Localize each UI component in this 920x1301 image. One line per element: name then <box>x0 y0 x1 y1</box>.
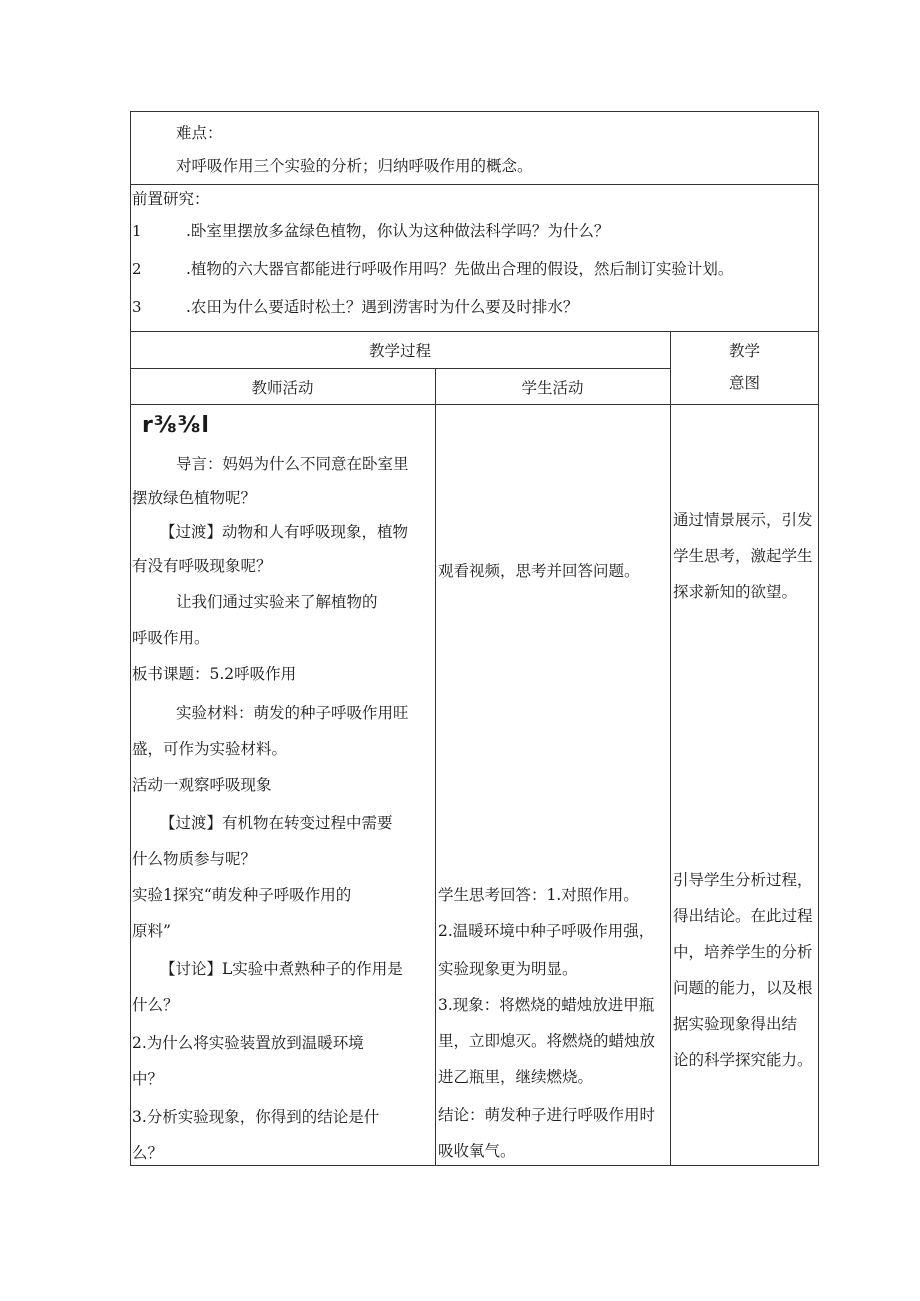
teacher-line: 导言：妈妈为什么不同意在卧室里 <box>176 455 409 473</box>
divider <box>130 184 819 185</box>
teacher-line: 呼吸作用。 <box>132 629 210 647</box>
teacher-line: 【过渡】有机物在转变过程中需要 <box>160 814 393 832</box>
divider <box>130 331 819 332</box>
intent-line: 通过情景展示，引发 <box>673 511 813 529</box>
pre-research-item: .植物的六大器官都能进行呼吸作用吗？先做出合理的假设，然后制订实验计划。 <box>186 260 734 278</box>
student-line: 里，立即熄灭。将燃烧的蜡烛放 <box>438 1032 656 1050</box>
teacher-line: 么？ <box>132 1144 164 1162</box>
intent-line: 引导学生分析过程， <box>673 871 813 889</box>
header-student-activity: 学生活动 <box>521 379 584 397</box>
header-teacher-activity: 教师活动 <box>251 379 314 397</box>
difficulty-label: 难点： <box>176 124 223 142</box>
student-line: 学生思考回答：1.对照作用。 <box>438 886 639 904</box>
header-teaching-intent-line2: 意图 <box>728 374 760 392</box>
teacher-line: 什么？ <box>132 996 179 1014</box>
teacher-line: 2.为什么将实验装置放到温暖环境 <box>132 1034 364 1052</box>
teacher-line: 摆放绿色植物呢？ <box>132 489 257 507</box>
student-line: 实验现象更为明显。 <box>438 960 578 978</box>
header-teaching-process: 教学过程 <box>368 342 431 360</box>
divider <box>130 404 819 405</box>
teacher-line: 盛，可作为实验材料。 <box>132 740 288 758</box>
pre-research-item: .卧室里摆放多盆绿色植物，你认为这种做法科学吗？为什么？ <box>186 222 610 240</box>
student-line: 吸收氧气。 <box>438 1142 516 1160</box>
intent-line: 学生思考，激起学生 <box>673 547 813 565</box>
teacher-line: 实验材料：萌发的种子呼吸作用旺 <box>176 704 409 722</box>
pre-research-num: 1 <box>132 222 142 240</box>
teacher-line: 什么物质参与呢？ <box>132 850 257 868</box>
teacher-line: 【过渡】动物和人有呼吸现象，植物 <box>160 523 409 541</box>
pre-research-title: 前置研究： <box>132 190 210 208</box>
garbled-heading: r⅜⅜l <box>142 413 210 438</box>
teacher-line: 让我们通过实验来了解植物的 <box>176 593 378 611</box>
pre-research-num: 3 <box>132 298 142 316</box>
pre-research-item: .农田为什么要适时松土？遇到涝害时为什么要及时排水？ <box>186 298 579 316</box>
student-line: 结论：萌发种子进行呼吸作用时 <box>438 1106 656 1124</box>
teacher-line: 活动一观察呼吸现象 <box>132 776 272 794</box>
intent-line: 论的科学探究能力。 <box>673 1051 813 1069</box>
student-line: 进乙瓶里，继续燃烧。 <box>438 1068 594 1086</box>
intent-line: 问题的能力，以及根 <box>673 979 813 997</box>
header-teaching-intent-line1: 教学 <box>728 342 760 360</box>
teacher-line: 原料” <box>132 922 171 940</box>
student-line: 2.温暖环境中种子呼吸作用强， <box>438 922 655 940</box>
intent-line: 中，培养学生的分析 <box>673 943 813 961</box>
teacher-line: 实验1探究“萌发种子呼吸作用的 <box>132 886 352 904</box>
divider <box>670 331 671 1166</box>
teacher-line: 有没有呼吸现象呢？ <box>132 557 272 575</box>
difficulty-content: 对呼吸作用三个实验的分析；归纳呼吸作用的概念。 <box>176 157 533 175</box>
intent-line: 得出结论。在此过程 <box>673 907 813 925</box>
teacher-line: 板书课题：5.2呼吸作用 <box>132 665 297 683</box>
pre-research-num: 2 <box>132 260 142 278</box>
student-line: 观看视频，思考并回答问题。 <box>438 562 640 580</box>
divider <box>435 368 436 1166</box>
student-line: 3.现象：将燃烧的蜡烛放进甲瓶 <box>438 996 655 1014</box>
divider <box>130 368 670 369</box>
teacher-line: 【讨论】L实验中煮熟种子的作用是 <box>160 960 403 978</box>
intent-line: 据实验现象得出结 <box>673 1015 798 1033</box>
teacher-line: 中？ <box>132 1070 164 1088</box>
intent-line: 探求新知的欲望。 <box>673 583 798 601</box>
teacher-line: 3.分析实验现象，你得到的结论是什 <box>132 1108 380 1126</box>
